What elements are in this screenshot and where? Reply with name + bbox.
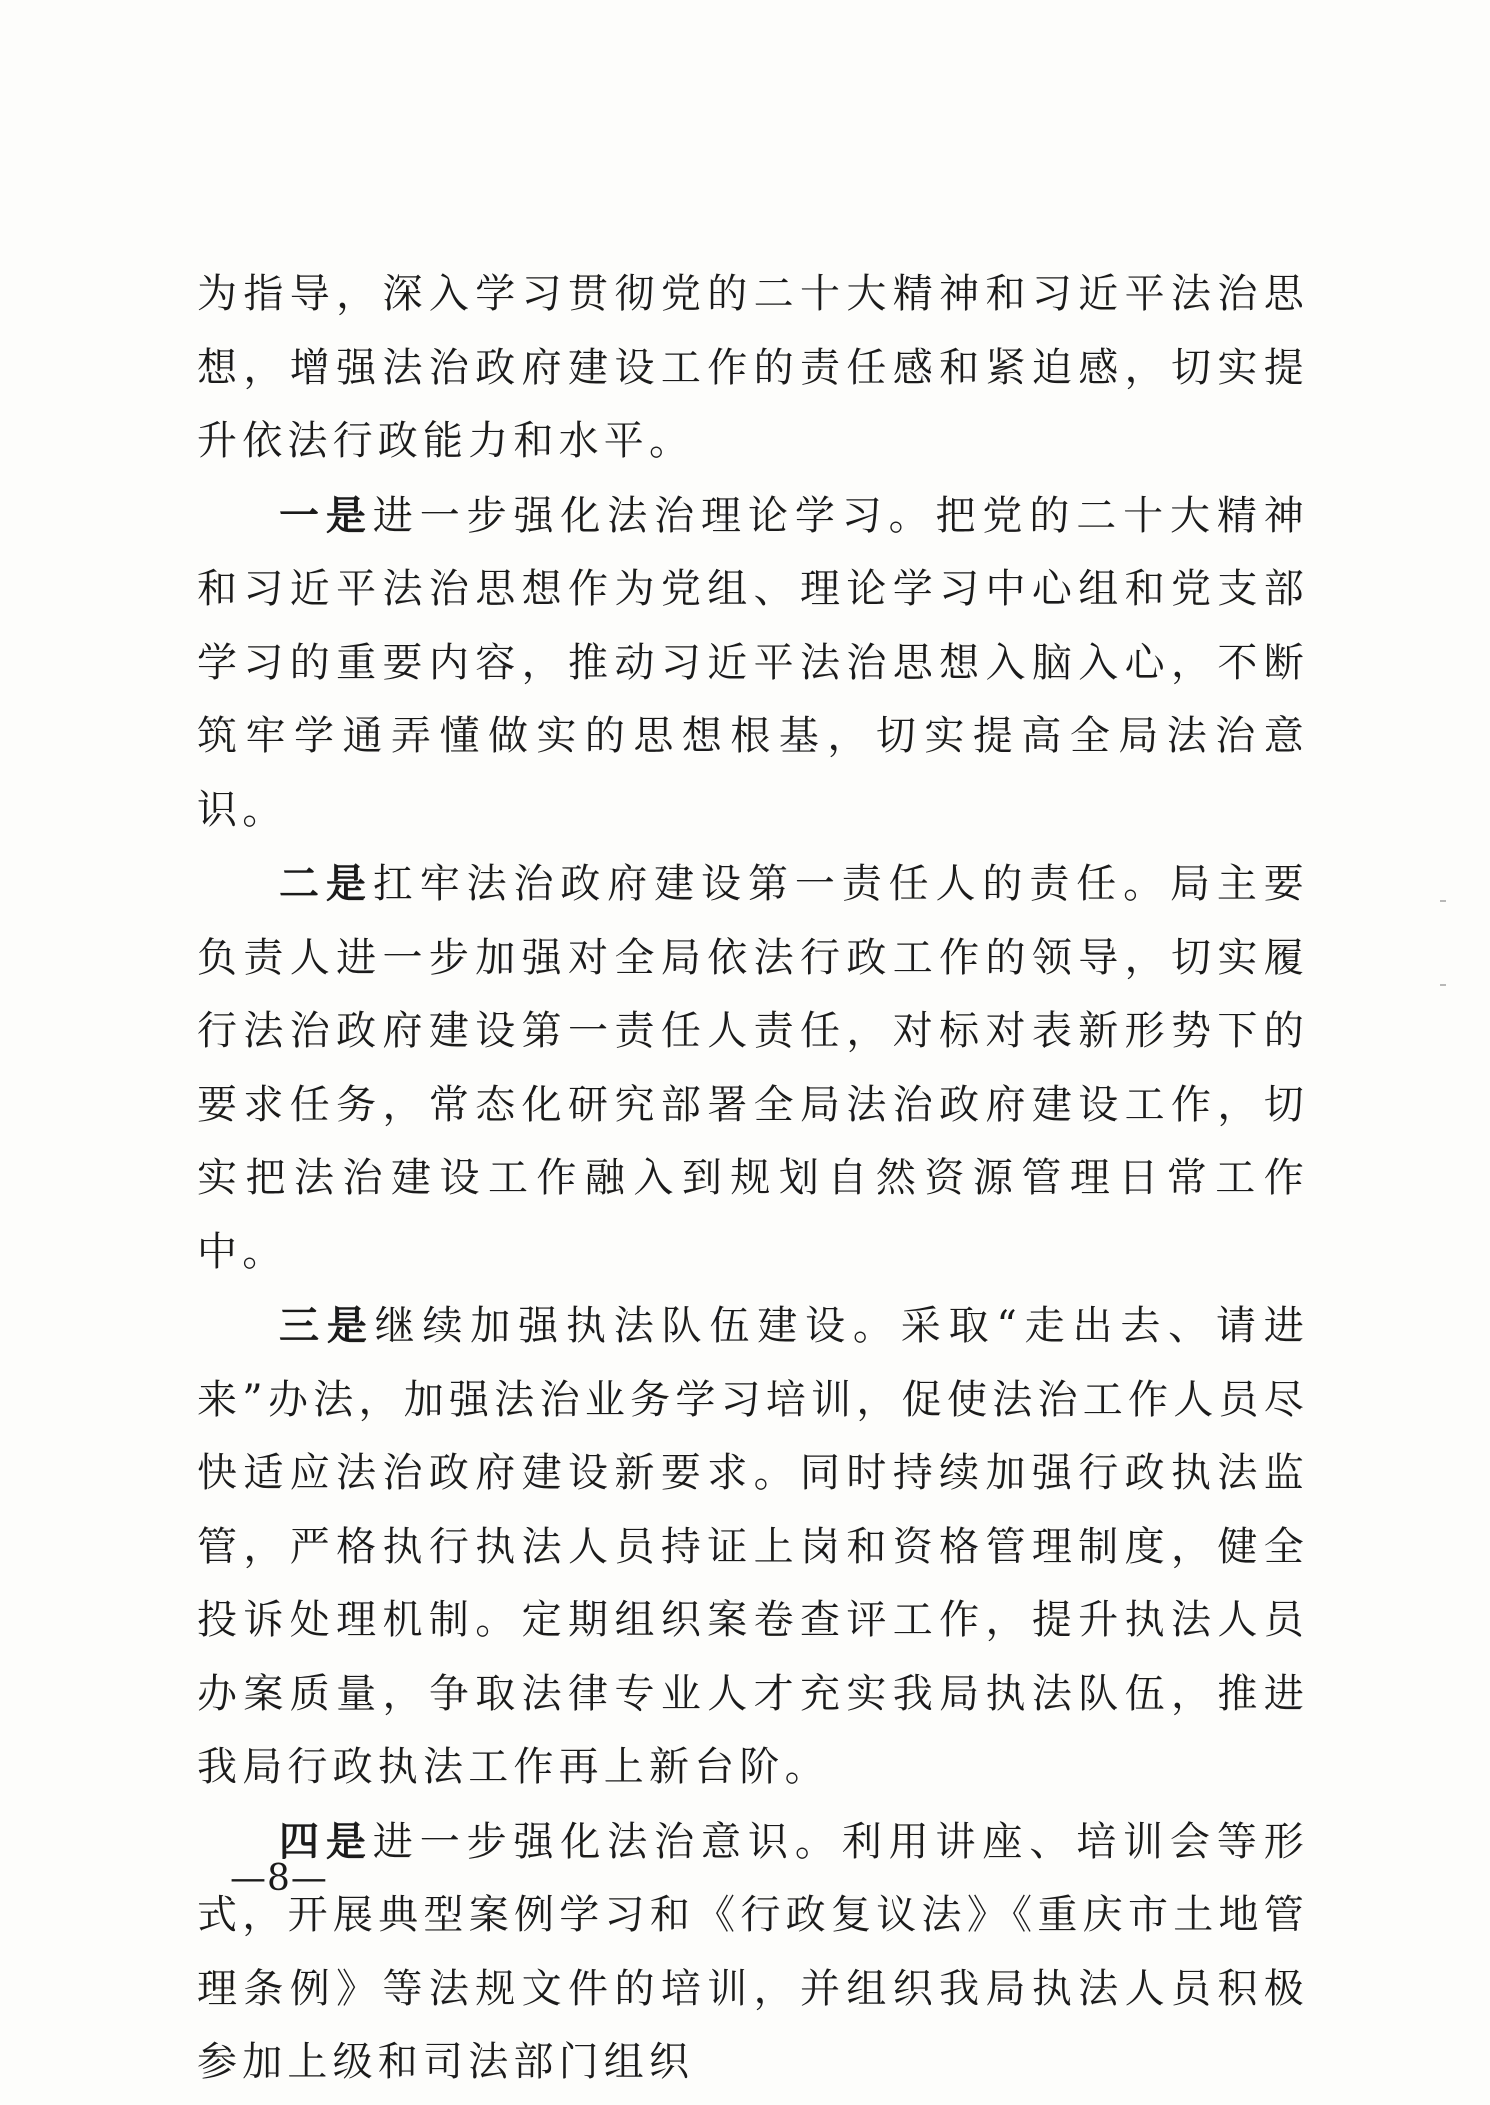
paragraph-text: 为指导，深入学习贯彻党的二十大精神和习近平法治思想，增强法治政府建设工作的责任感和紧迫感，切实提升依法行政能力和水平。 [197,271,1309,464]
scan-speck [1440,900,1446,902]
paragraph-lead: 三是 [279,1302,375,1349]
paragraph-item-3 [197,1289,1309,1805]
paragraph-text: 进一步强化法治意识。利用讲座、培训会等形式，开展典型案例学习和《行政复议法》《重庆市土地管理条例》等法规文件的培训，并组织我局执法人员积极参加上级和司法部门组织 [197,1818,1310,2085]
paragraph-item-4 [197,1805,1309,2100]
paragraph-continuation [197,258,1309,479]
page-number: —8— [230,1858,328,1899]
paragraph-lead: 二是 [279,860,373,907]
paragraph-item-2 [197,847,1309,1289]
scan-speck [1440,984,1446,986]
paragraph-item-1 [197,479,1309,848]
paragraph-lead: 一是 [279,491,373,539]
paragraph-text: 扛牢法治政府建设第一责任人的责任。局主要负责人进一步加强对全局依法行政工作的领导，切实履行法治政府建设第一责任人责任，对标对表新形势下的要求任务，常态化研究部署全局法治政府建设工作，切实把法治建设工作融入到规划自然资源管理日常工作中。 [197,861,1310,1275]
paragraph-lead: 四是 [279,1817,373,1865]
paragraph-text: 进一步强化法治理论学习。把党的二十大精神和习近平法治思想作为党组、理论学习中心组和党支部学习的重要内容，推动习近平法治思想入脑入心，不断筑牢学通弄懂做实的思想根基，切实提高全局法治意识。 [197,492,1310,833]
paragraph-text: 继续加强执法队伍建设。采取“走出去、请进来”办法，加强法治业务学习培训，促使法治工作人员尽快适应法治政府建设新要求。同时持续加强行政执法监管，严格执行执法人员持证上岗和资格管理制度，健全投诉处理机制。定期组织案卷查评工作，提升执法人员办案质量，争取法律专业人才充实我局执法队伍，推进我局行政执法工作再上新台阶。 [197,1303,1309,1790]
document-body [197,258,1309,2100]
